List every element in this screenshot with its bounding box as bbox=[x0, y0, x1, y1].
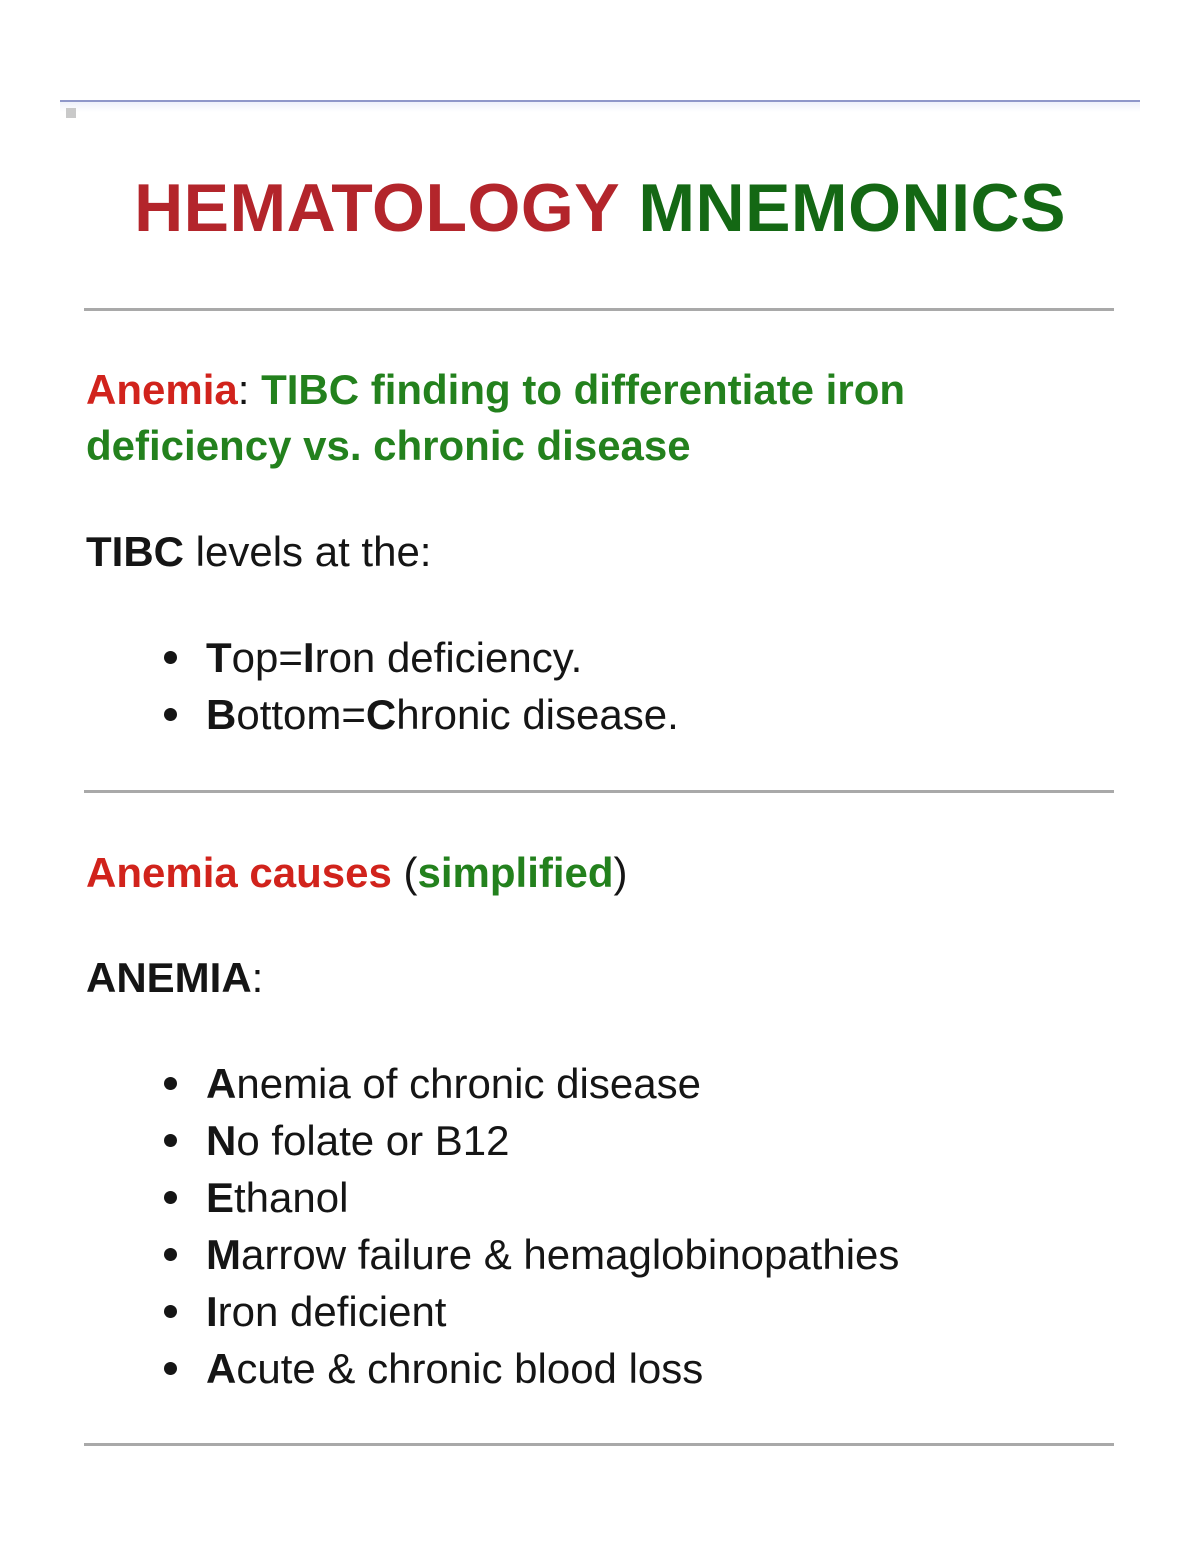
bullet-icon bbox=[164, 708, 177, 721]
bullet-icon bbox=[164, 1305, 177, 1318]
list-item bbox=[160, 1340, 899, 1397]
title-part-2: MNEMONICS bbox=[638, 170, 1066, 246]
divider-3 bbox=[84, 1443, 1114, 1446]
list-item bbox=[160, 629, 679, 686]
mnemonic-letter: A bbox=[206, 1345, 237, 1392]
title-part-1: HEMATOLOGY bbox=[134, 170, 619, 246]
mnemonic-letter: I bbox=[302, 634, 315, 681]
section-2-lead-keyword: ANEMIA bbox=[86, 954, 252, 1001]
section-2-heading-paren-open: ( bbox=[391, 849, 418, 896]
mnemonic-letter: M bbox=[206, 1231, 241, 1278]
section-1-lead-text: levels at the: bbox=[184, 528, 432, 575]
mnemonic-letter: B bbox=[206, 691, 237, 738]
section-2-heading-subtitle: simplified bbox=[417, 849, 614, 896]
divider-2 bbox=[84, 790, 1114, 793]
mnemonic-letter: C bbox=[365, 691, 397, 738]
divider-1 bbox=[84, 308, 1114, 311]
section-2-list bbox=[160, 1055, 899, 1397]
section-2-lead bbox=[86, 950, 263, 1006]
mnemonic-letter: I bbox=[206, 1288, 218, 1335]
top-rule-shadow bbox=[60, 102, 1140, 112]
list-item-text: nemia of chronic disease bbox=[236, 1060, 701, 1107]
list-item-text: hronic disease. bbox=[396, 691, 679, 738]
list-item-text: thanol bbox=[234, 1174, 349, 1221]
list-item-text: op= bbox=[231, 634, 303, 681]
list-item-text: ottom= bbox=[236, 691, 366, 738]
section-1-list bbox=[160, 629, 679, 743]
section-1-lead bbox=[86, 524, 431, 580]
mnemonic-letter: T bbox=[206, 634, 232, 681]
section-1-heading bbox=[86, 362, 1086, 474]
page-title bbox=[0, 168, 1200, 248]
mnemonic-letter: N bbox=[206, 1117, 237, 1164]
bullet-icon bbox=[164, 1362, 177, 1375]
list-item bbox=[160, 1112, 899, 1169]
bullet-icon bbox=[164, 651, 177, 664]
list-item-text: arrow failure & hemaglobinopathies bbox=[241, 1231, 900, 1278]
list-item-text: ron deficient bbox=[217, 1288, 447, 1335]
section-2-heading-topic: Anemia causes bbox=[86, 849, 392, 896]
section-1-heading-subtitle: TIBC finding to differentiate iron deficiency vs. chronic disease bbox=[86, 366, 906, 469]
section-1-heading-topic: Anemia bbox=[86, 366, 238, 413]
section-2-heading-paren-close: ) bbox=[613, 849, 628, 896]
mnemonic-letter: E bbox=[206, 1174, 235, 1221]
mnemonic-letter: A bbox=[206, 1060, 237, 1107]
section-2-lead-text: : bbox=[251, 954, 264, 1001]
bullet-icon bbox=[164, 1077, 177, 1090]
section-1-lead-keyword: TIBC bbox=[86, 528, 184, 575]
corner-mark bbox=[66, 108, 76, 118]
list-item bbox=[160, 686, 679, 743]
list-item-text: o folate or B12 bbox=[236, 1117, 510, 1164]
list-item bbox=[160, 1055, 899, 1112]
list-item bbox=[160, 1169, 899, 1226]
list-item-text: cute & chronic blood loss bbox=[236, 1345, 704, 1392]
section-2-heading bbox=[86, 845, 1086, 901]
section-1-heading-separator: : bbox=[237, 366, 262, 413]
bullet-icon bbox=[164, 1248, 177, 1261]
list-item bbox=[160, 1226, 899, 1283]
bullet-icon bbox=[164, 1191, 177, 1204]
list-item-text: ron deficiency. bbox=[314, 634, 583, 681]
list-item bbox=[160, 1283, 899, 1340]
bullet-icon bbox=[164, 1134, 177, 1147]
